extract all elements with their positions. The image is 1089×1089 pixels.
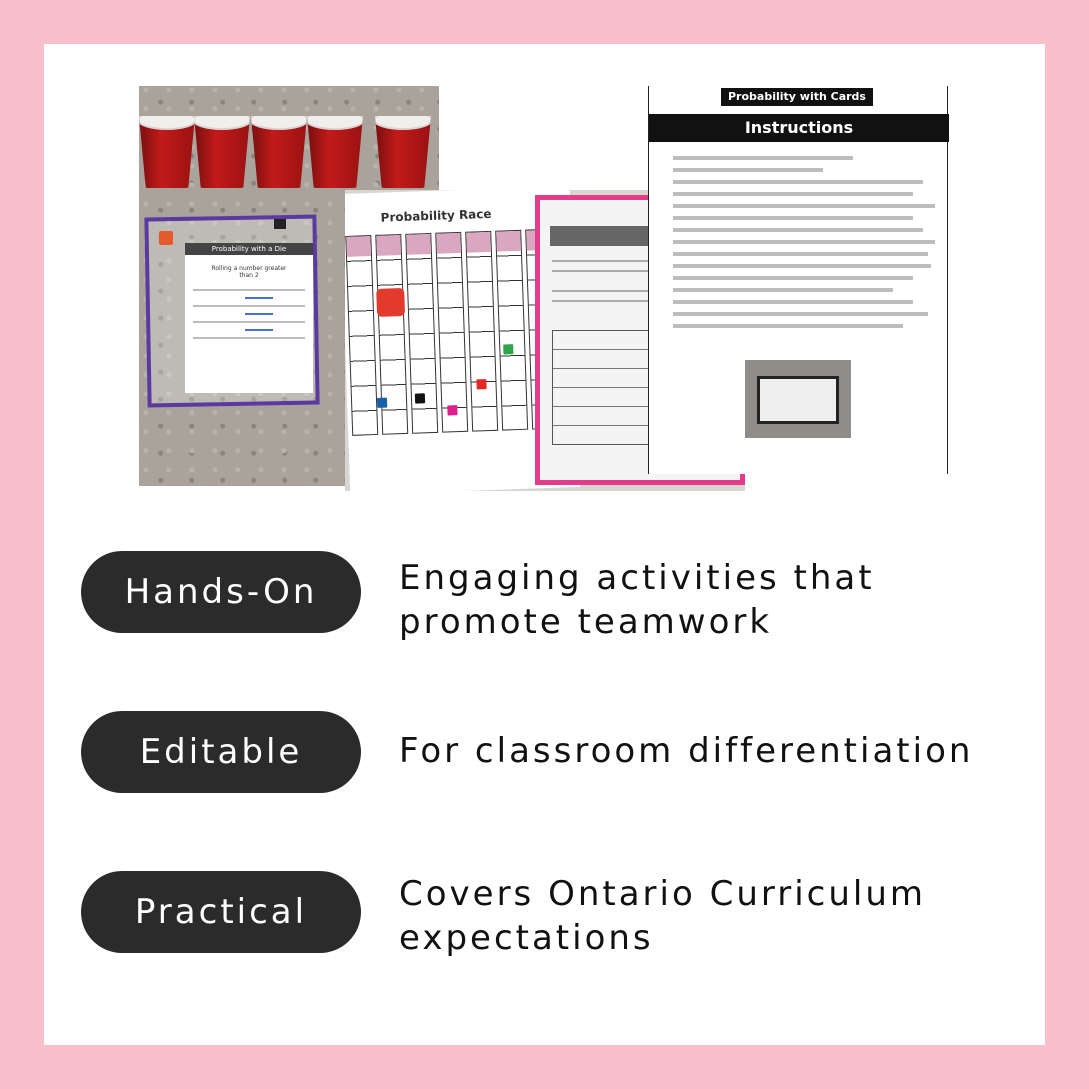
red-cup xyxy=(194,116,250,188)
red-die-icon xyxy=(376,288,405,317)
editable-pill: Editable xyxy=(81,711,361,793)
red-cube-icon xyxy=(476,379,486,389)
hands-on-description: Engaging activities that promote teamwork xyxy=(399,558,875,642)
cards-banner-text: Probability with Cards xyxy=(728,90,866,103)
red-cup xyxy=(307,116,363,188)
practical-pill: Practical xyxy=(81,871,361,953)
die-icon xyxy=(159,231,173,245)
red-cup xyxy=(251,116,307,188)
editable-description: For classroom differentiation xyxy=(399,731,974,771)
black-cube-icon xyxy=(415,393,425,403)
worksheet-die xyxy=(185,243,313,393)
green-cube-icon xyxy=(503,344,513,354)
blue-cube-icon xyxy=(377,398,387,408)
example-photo xyxy=(745,360,851,438)
practical-description: Covers Ontario Curriculum expectations xyxy=(399,874,927,958)
cards-banner xyxy=(721,88,873,106)
worksheet-die-prompt: Rolling a number greater than 2 xyxy=(211,265,287,279)
red-cup xyxy=(375,116,431,188)
instructions-bar xyxy=(649,114,949,142)
black-cube-icon xyxy=(274,219,286,229)
instructions-heading: Instructions xyxy=(744,118,854,137)
pink-cube-icon xyxy=(447,405,457,415)
race-board-title: Probability Race xyxy=(380,206,492,225)
worksheet-die-title: Probability with a Die xyxy=(185,243,313,255)
photo-probability-with-cards-instructions xyxy=(648,86,948,474)
hands-on-pill: Hands-On xyxy=(81,551,361,633)
red-cup xyxy=(139,116,195,188)
